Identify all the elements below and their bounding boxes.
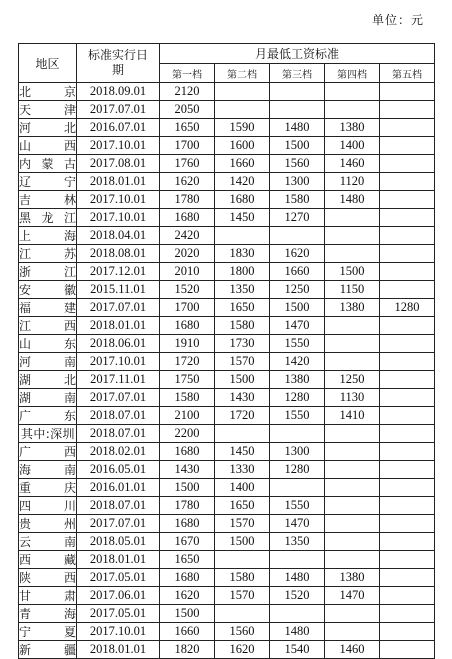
table-row [19, 641, 435, 659]
region-cell: 重庆 [19, 479, 77, 497]
tier-1-value-cell: 1680 [160, 443, 215, 461]
table-row [19, 479, 435, 497]
tier-5-value-cell [380, 533, 435, 551]
tier-5-value-cell [380, 209, 435, 227]
tier-5-value-cell [380, 623, 435, 641]
date-cell: 2017.07.01 [77, 101, 160, 119]
region-cell: 青海 [19, 605, 77, 623]
tier-3-value-cell: 1480 [270, 623, 325, 641]
tier-4-value-cell [325, 623, 380, 641]
tier-3-value-cell: 1280 [270, 461, 325, 479]
tier-2-value-cell [215, 227, 270, 245]
tier-2-value-cell [215, 551, 270, 569]
date-cell: 2016.07.01 [77, 119, 160, 137]
tier-4-value-cell: 1460 [325, 641, 380, 659]
tier-4-value-cell: 1400 [325, 137, 380, 155]
region-cell: 海南 [19, 461, 77, 479]
date-cell: 2017.11.01 [77, 371, 160, 389]
tier-2-value-cell: 1330 [215, 461, 270, 479]
date-cell: 2017.07.01 [77, 515, 160, 533]
region-cell: 河南 [19, 353, 77, 371]
tier-2-value-cell: 1500 [215, 371, 270, 389]
tier-1-value-cell: 1680 [160, 515, 215, 533]
tier-4-value-cell [325, 353, 380, 371]
table-row [19, 587, 435, 605]
tier-4-value-cell: 1120 [325, 173, 380, 191]
date-cell: 2018.06.01 [77, 335, 160, 353]
table-row [19, 623, 435, 641]
tier-5-value-cell [380, 425, 435, 443]
tier-1-value-cell: 1820 [160, 641, 215, 659]
tier-4-value-cell: 1480 [325, 191, 380, 209]
tier-2-value-cell: 1650 [215, 299, 270, 317]
tier-2-value-cell: 1730 [215, 335, 270, 353]
date-cell: 2018.01.01 [77, 173, 160, 191]
tier-2-value-cell: 1500 [215, 533, 270, 551]
tier-1-value-cell: 1750 [160, 371, 215, 389]
table-row [19, 605, 435, 623]
date-cell: 2017.10.01 [77, 623, 160, 641]
tier-2-value-cell [215, 101, 270, 119]
date-cell: 2017.10.01 [77, 353, 160, 371]
tier-2-value-cell [215, 425, 270, 443]
tier-4-value-cell [325, 497, 380, 515]
table-row [19, 155, 435, 173]
tier-2-value-cell: 1570 [215, 353, 270, 371]
tier-5-value-cell [380, 497, 435, 515]
tier-1-value-cell: 1620 [160, 173, 215, 191]
date-cell: 2018.02.01 [77, 443, 160, 461]
region-cell: 湖南 [19, 389, 77, 407]
tier-3-value-cell: 1500 [270, 137, 325, 155]
date-cell: 2018.07.01 [77, 497, 160, 515]
tier-3-value-cell: 1300 [270, 173, 325, 191]
tier-1-value-cell: 1760 [160, 155, 215, 173]
region-cell: 宁夏 [19, 623, 77, 641]
tier-1-value-cell: 1680 [160, 569, 215, 587]
tier-5-value-cell [380, 605, 435, 623]
table-row [19, 317, 435, 335]
table-row [19, 443, 435, 461]
region-cell: 四川 [19, 497, 77, 515]
tier-3-value-cell: 1550 [270, 407, 325, 425]
date-cell: 2016.05.01 [77, 461, 160, 479]
tier-5-value-cell [380, 317, 435, 335]
region-cell: 广东 [19, 407, 77, 425]
region-cell: 山西 [19, 137, 77, 155]
tier-3-value-cell: 1660 [270, 263, 325, 281]
table-row [19, 173, 435, 191]
region-cell: 福建 [19, 299, 77, 317]
tier-5-value-cell [380, 245, 435, 263]
tier-5-value-cell [380, 443, 435, 461]
tier-5-value-cell [380, 389, 435, 407]
tier-2-value-cell: 1430 [215, 389, 270, 407]
tier-3-value-cell [270, 227, 325, 245]
table-row [19, 569, 435, 587]
tier-2-value-cell: 1680 [215, 191, 270, 209]
tier-4-value-cell [325, 551, 380, 569]
tier-4-value-cell [325, 479, 380, 497]
region-cell: 甘肃 [19, 587, 77, 605]
tier-5-value-cell [380, 227, 435, 245]
tier-2-value-cell: 1830 [215, 245, 270, 263]
tier-3-value-cell: 1550 [270, 335, 325, 353]
tier-1-value-cell: 1910 [160, 335, 215, 353]
tier-1-value-cell: 1520 [160, 281, 215, 299]
tier-2-value-cell: 1570 [215, 515, 270, 533]
tier-2-value-cell: 1420 [215, 173, 270, 191]
region-column-header: 地区 [19, 44, 77, 83]
tier-4-value-cell: 1250 [325, 371, 380, 389]
tier-2-value-cell: 1400 [215, 479, 270, 497]
unit-label: 单位：元 [371, 13, 424, 27]
tier-2-value-cell: 1450 [215, 209, 270, 227]
tier-4-value-cell: 1460 [325, 155, 380, 173]
tier-1-value-cell: 2200 [160, 425, 215, 443]
tier-1-value-cell: 1700 [160, 137, 215, 155]
tier-4-value-cell [325, 317, 380, 335]
tier-4-value-cell [325, 605, 380, 623]
region-cell: 江苏 [19, 245, 77, 263]
tier-3-value-cell: 1270 [270, 209, 325, 227]
tier-2-value-cell [215, 605, 270, 623]
tier-2-value-cell: 1350 [215, 281, 270, 299]
tier-2-value-cell [215, 83, 270, 101]
tier-4-value-cell [325, 443, 380, 461]
table-row [19, 371, 435, 389]
date-cell: 2018.04.01 [77, 227, 160, 245]
tier-5-value-cell [380, 551, 435, 569]
tier-4-value-cell [325, 425, 380, 443]
tier-3-value-cell: 1480 [270, 119, 325, 137]
tier-3-value-cell: 1250 [270, 281, 325, 299]
tier-1-value-cell: 1500 [160, 479, 215, 497]
minimum-wage-table [18, 43, 435, 659]
tier-1-value-cell: 1430 [160, 461, 215, 479]
tier-4-value-cell [325, 209, 380, 227]
tier-3-value-cell: 1500 [270, 299, 325, 317]
region-cell: 新疆 [19, 641, 77, 659]
date-cell: 2017.12.01 [77, 263, 160, 281]
tier-3-value-cell [270, 479, 325, 497]
tier-2-value-cell: 1620 [215, 641, 270, 659]
date-cell: 2016.01.01 [77, 479, 160, 497]
tier-3-value-cell [270, 551, 325, 569]
tier-3-value-cell: 1520 [270, 587, 325, 605]
tier-3-value-cell: 1470 [270, 515, 325, 533]
tier-5-value-cell [380, 353, 435, 371]
tier-5-value-cell: 1280 [380, 299, 435, 317]
tier-2-value-cell: 1580 [215, 317, 270, 335]
tier-1-value-cell: 1780 [160, 191, 215, 209]
region-cell: 天津 [19, 101, 77, 119]
table-row [19, 515, 435, 533]
tier-4-header: 第四档 [325, 64, 380, 83]
table-row [19, 137, 435, 155]
region-cell: 河北 [19, 119, 77, 137]
table-row [19, 263, 435, 281]
tier-3-value-cell: 1300 [270, 443, 325, 461]
tier-3-value-cell: 1420 [270, 353, 325, 371]
table-row [19, 425, 435, 443]
table-row [19, 209, 435, 227]
table-row [19, 101, 435, 119]
table-row [19, 191, 435, 209]
table-row [19, 389, 435, 407]
tier-4-value-cell [325, 227, 380, 245]
tier-1-value-cell: 1580 [160, 389, 215, 407]
tier-1-value-cell: 2020 [160, 245, 215, 263]
region-cell: 北京 [19, 83, 77, 101]
region-cell: 安徽 [19, 281, 77, 299]
tier-2-value-cell: 1560 [215, 623, 270, 641]
tier-5-value-cell [380, 173, 435, 191]
tier-4-value-cell: 1380 [325, 569, 380, 587]
date-cell: 2018.05.01 [77, 533, 160, 551]
tier-4-value-cell: 1500 [325, 263, 380, 281]
tier-4-value-cell [325, 461, 380, 479]
tier-1-value-cell: 1650 [160, 119, 215, 137]
tier-3-value-cell: 1560 [270, 155, 325, 173]
tier-4-value-cell: 1470 [325, 587, 380, 605]
date-cell: 2018.07.01 [77, 425, 160, 443]
tier-2-value-cell: 1720 [215, 407, 270, 425]
tier-4-value-cell: 1150 [325, 281, 380, 299]
region-cell: 内蒙古 [19, 155, 77, 173]
tier-4-value-cell [325, 515, 380, 533]
region-cell: 辽宁 [19, 173, 77, 191]
date-column-header: 标准实行日期 [77, 44, 160, 83]
tier-1-value-cell: 2050 [160, 101, 215, 119]
tier-1-value-cell: 1720 [160, 353, 215, 371]
tier-1-value-cell: 1680 [160, 209, 215, 227]
tier-1-value-cell: 1650 [160, 551, 215, 569]
table-row [19, 533, 435, 551]
date-cell: 2017.10.01 [77, 137, 160, 155]
tier-5-value-cell [380, 191, 435, 209]
tier-2-value-cell: 1660 [215, 155, 270, 173]
date-cell: 2017.08.01 [77, 155, 160, 173]
tier-3-value-cell: 1350 [270, 533, 325, 551]
tier-2-value-cell: 1450 [215, 443, 270, 461]
date-cell: 2017.10.01 [77, 209, 160, 227]
tier-1-value-cell: 1780 [160, 497, 215, 515]
tier-3-value-cell [270, 101, 325, 119]
date-cell: 2017.07.01 [77, 299, 160, 317]
tier-1-value-cell: 1500 [160, 605, 215, 623]
table-row [19, 461, 435, 479]
tier-3-value-cell: 1550 [270, 497, 325, 515]
tier-1-value-cell: 1680 [160, 317, 215, 335]
table-row [19, 551, 435, 569]
date-cell: 2018.09.01 [77, 83, 160, 101]
tier-3-value-cell: 1540 [270, 641, 325, 659]
tier-5-value-cell [380, 461, 435, 479]
region-cell: 贵州 [19, 515, 77, 533]
region-cell: 浙江 [19, 263, 77, 281]
tier-5-value-cell [380, 155, 435, 173]
tier-5-value-cell [380, 515, 435, 533]
tier-5-value-cell [380, 569, 435, 587]
tier-3-value-cell: 1620 [270, 245, 325, 263]
region-cell: 江西 [19, 317, 77, 335]
date-cell: 2015.11.01 [77, 281, 160, 299]
table-row [19, 227, 435, 245]
region-cell: 其中:深圳 [19, 425, 77, 443]
tier-4-value-cell [325, 83, 380, 101]
tier-5-value-cell [380, 101, 435, 119]
tier-3-value-cell: 1380 [270, 371, 325, 389]
tier-2-value-cell: 1580 [215, 569, 270, 587]
tier-5-value-cell [380, 83, 435, 101]
tier-1-value-cell: 2420 [160, 227, 215, 245]
tier-4-value-cell [325, 335, 380, 353]
tier-3-value-cell: 1280 [270, 389, 325, 407]
tier-2-header: 第二档 [215, 64, 270, 83]
date-cell: 2017.05.01 [77, 569, 160, 587]
table-row [19, 335, 435, 353]
tier-5-value-cell [380, 335, 435, 353]
region-cell: 山东 [19, 335, 77, 353]
region-cell: 湖北 [19, 371, 77, 389]
tier-5-value-cell [380, 407, 435, 425]
tier-4-value-cell [325, 533, 380, 551]
tier-5-value-cell [380, 587, 435, 605]
wage-standard-group-header: 月最低工资标准 [160, 44, 435, 64]
date-cell: 2018.01.01 [77, 641, 160, 659]
table-row [19, 299, 435, 317]
tier-4-value-cell: 1380 [325, 119, 380, 137]
tier-4-value-cell: 1410 [325, 407, 380, 425]
tier-1-value-cell: 1670 [160, 533, 215, 551]
tier-5-value-cell [380, 137, 435, 155]
region-cell: 陕西 [19, 569, 77, 587]
tier-1-value-cell: 1660 [160, 623, 215, 641]
tier-4-value-cell: 1130 [325, 389, 380, 407]
tier-2-value-cell: 1570 [215, 587, 270, 605]
date-cell: 2017.10.01 [77, 191, 160, 209]
tier-1-value-cell: 2010 [160, 263, 215, 281]
tier-2-value-cell: 1590 [215, 119, 270, 137]
table-row [19, 497, 435, 515]
table-header [19, 44, 435, 83]
table-body [19, 83, 435, 659]
region-cell: 广西 [19, 443, 77, 461]
tier-5-value-cell [380, 641, 435, 659]
table-row [19, 407, 435, 425]
tier-3-value-cell [270, 425, 325, 443]
table-row [19, 119, 435, 137]
tier-3-value-cell [270, 605, 325, 623]
region-cell: 吉林 [19, 191, 77, 209]
tier-3-value-cell: 1480 [270, 569, 325, 587]
date-cell: 2018.01.01 [77, 317, 160, 335]
tier-5-value-cell [380, 281, 435, 299]
tier-5-header: 第五档 [380, 64, 435, 83]
date-cell: 2017.07.01 [77, 389, 160, 407]
region-cell: 西藏 [19, 551, 77, 569]
table-row [19, 83, 435, 101]
tier-3-value-cell [270, 83, 325, 101]
tier-4-value-cell: 1380 [325, 299, 380, 317]
table-row [19, 281, 435, 299]
tier-4-value-cell [325, 245, 380, 263]
tier-5-value-cell [380, 479, 435, 497]
tier-4-value-cell [325, 101, 380, 119]
region-cell: 上海 [19, 227, 77, 245]
tier-1-value-cell: 2120 [160, 83, 215, 101]
tier-3-header: 第三档 [270, 64, 325, 83]
tier-2-value-cell: 1600 [215, 137, 270, 155]
table-row [19, 353, 435, 371]
region-cell: 黑龙江 [19, 209, 77, 227]
tier-2-value-cell: 1650 [215, 497, 270, 515]
tier-2-value-cell: 1800 [215, 263, 270, 281]
tier-5-value-cell [380, 371, 435, 389]
tier-1-value-cell: 1620 [160, 587, 215, 605]
date-cell: 2018.08.01 [77, 245, 160, 263]
tier-1-header: 第一档 [160, 64, 215, 83]
table-row [19, 245, 435, 263]
tier-3-value-cell: 1580 [270, 191, 325, 209]
tier-5-value-cell [380, 263, 435, 281]
tier-3-value-cell: 1470 [270, 317, 325, 335]
date-cell: 2017.05.01 [77, 605, 160, 623]
tier-1-value-cell: 2100 [160, 407, 215, 425]
region-cell: 云南 [19, 533, 77, 551]
tier-1-value-cell: 1700 [160, 299, 215, 317]
date-cell: 2018.01.01 [77, 551, 160, 569]
tier-5-value-cell [380, 119, 435, 137]
date-cell: 2018.07.01 [77, 407, 160, 425]
date-cell: 2017.06.01 [77, 587, 160, 605]
